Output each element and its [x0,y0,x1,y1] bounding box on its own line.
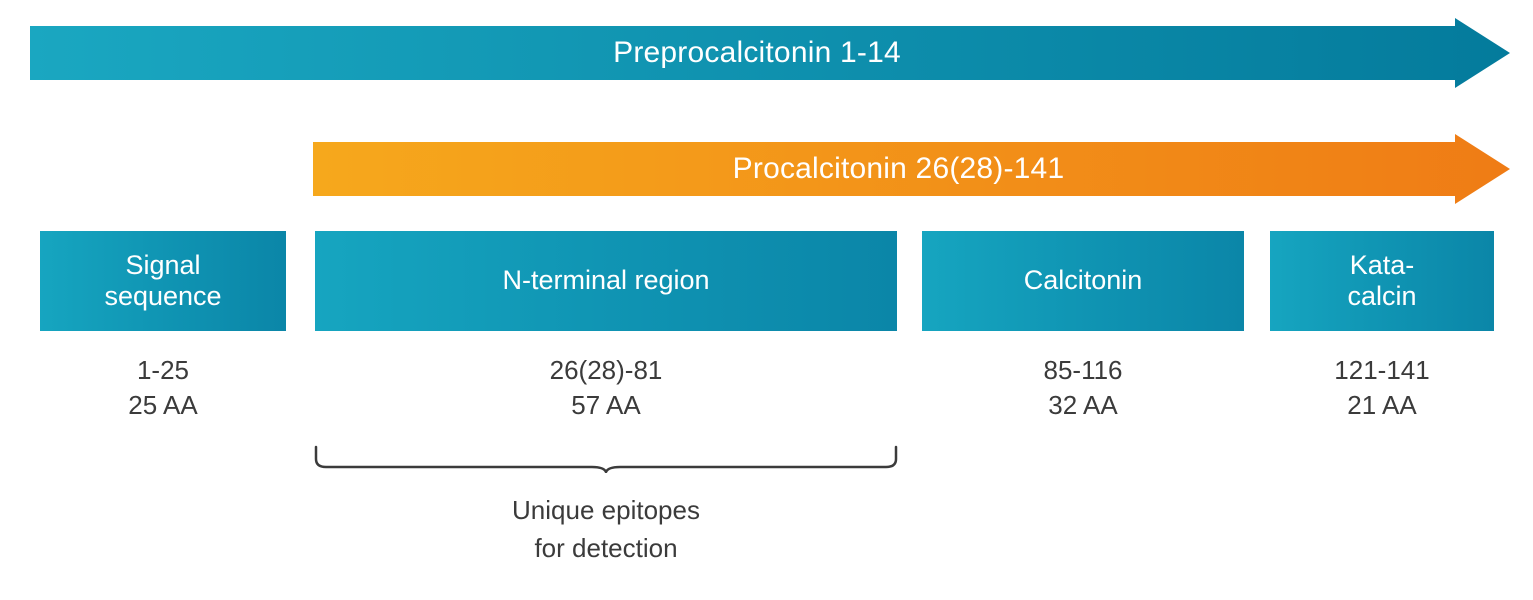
segment-n-terminal-region-range: 26(28)-81 [549,355,663,385]
brace-icon [313,445,899,473]
caption-line1: Unique epitopes [512,495,700,525]
segment-calcitonin-box [922,231,1244,331]
segment-katacalcin-range: 121-141 [1334,355,1430,385]
segment-signal-sequence-length: 25 AA [128,390,198,421]
segment-katacalcin-label-line2: calcin [1347,281,1417,311]
segment-calcitonin-meta [922,353,1244,423]
segment-n-terminal-region-box [315,231,897,331]
segment-signal-sequence-meta [40,353,286,423]
arrow-procalcitonin-label: Procalcitonin 26(28)-141 [732,152,1065,185]
segment-n-terminal-region-length: 57 AA [571,390,641,421]
arrow-preprocalcitonin [30,18,1510,88]
segment-calcitonin-length: 32 AA [1048,390,1118,421]
segment-calcitonin [922,231,1244,423]
caption-line2: for detection [534,532,678,563]
segment-katacalcin-meta [1270,353,1494,423]
segment-calcitonin-range: 85-116 [1043,355,1123,385]
arrow-procalcitonin-shape [313,134,1510,204]
segment-signal-sequence-range: 1-25 [136,355,190,385]
segment-signal-sequence-label-line1: Signal [125,249,201,280]
segment-katacalcin [1270,231,1494,423]
segment-n-terminal-region-meta [315,353,897,423]
brace-unique-epitopes [313,445,899,473]
arrow-procalcitonin [313,134,1510,204]
segment-n-terminal-region-label: N-terminal region [502,265,710,296]
arrow-preprocalcitonin-label: Preprocalcitonin 1-14 [613,36,901,69]
segment-katacalcin-label-line1: Kata- [1349,249,1415,280]
segment-signal-sequence [40,231,286,423]
arrow-preprocalcitonin-shape [30,18,1510,88]
segment-signal-sequence-box [40,231,286,331]
caption-unique-epitopes [313,492,899,567]
segment-katacalcin-length: 21 AA [1347,390,1417,421]
segment-signal-sequence-label-line2: sequence [104,281,222,311]
segment-n-terminal-region [315,231,897,423]
segment-katacalcin-box [1270,231,1494,331]
segment-calcitonin-label: Calcitonin [1023,265,1143,296]
